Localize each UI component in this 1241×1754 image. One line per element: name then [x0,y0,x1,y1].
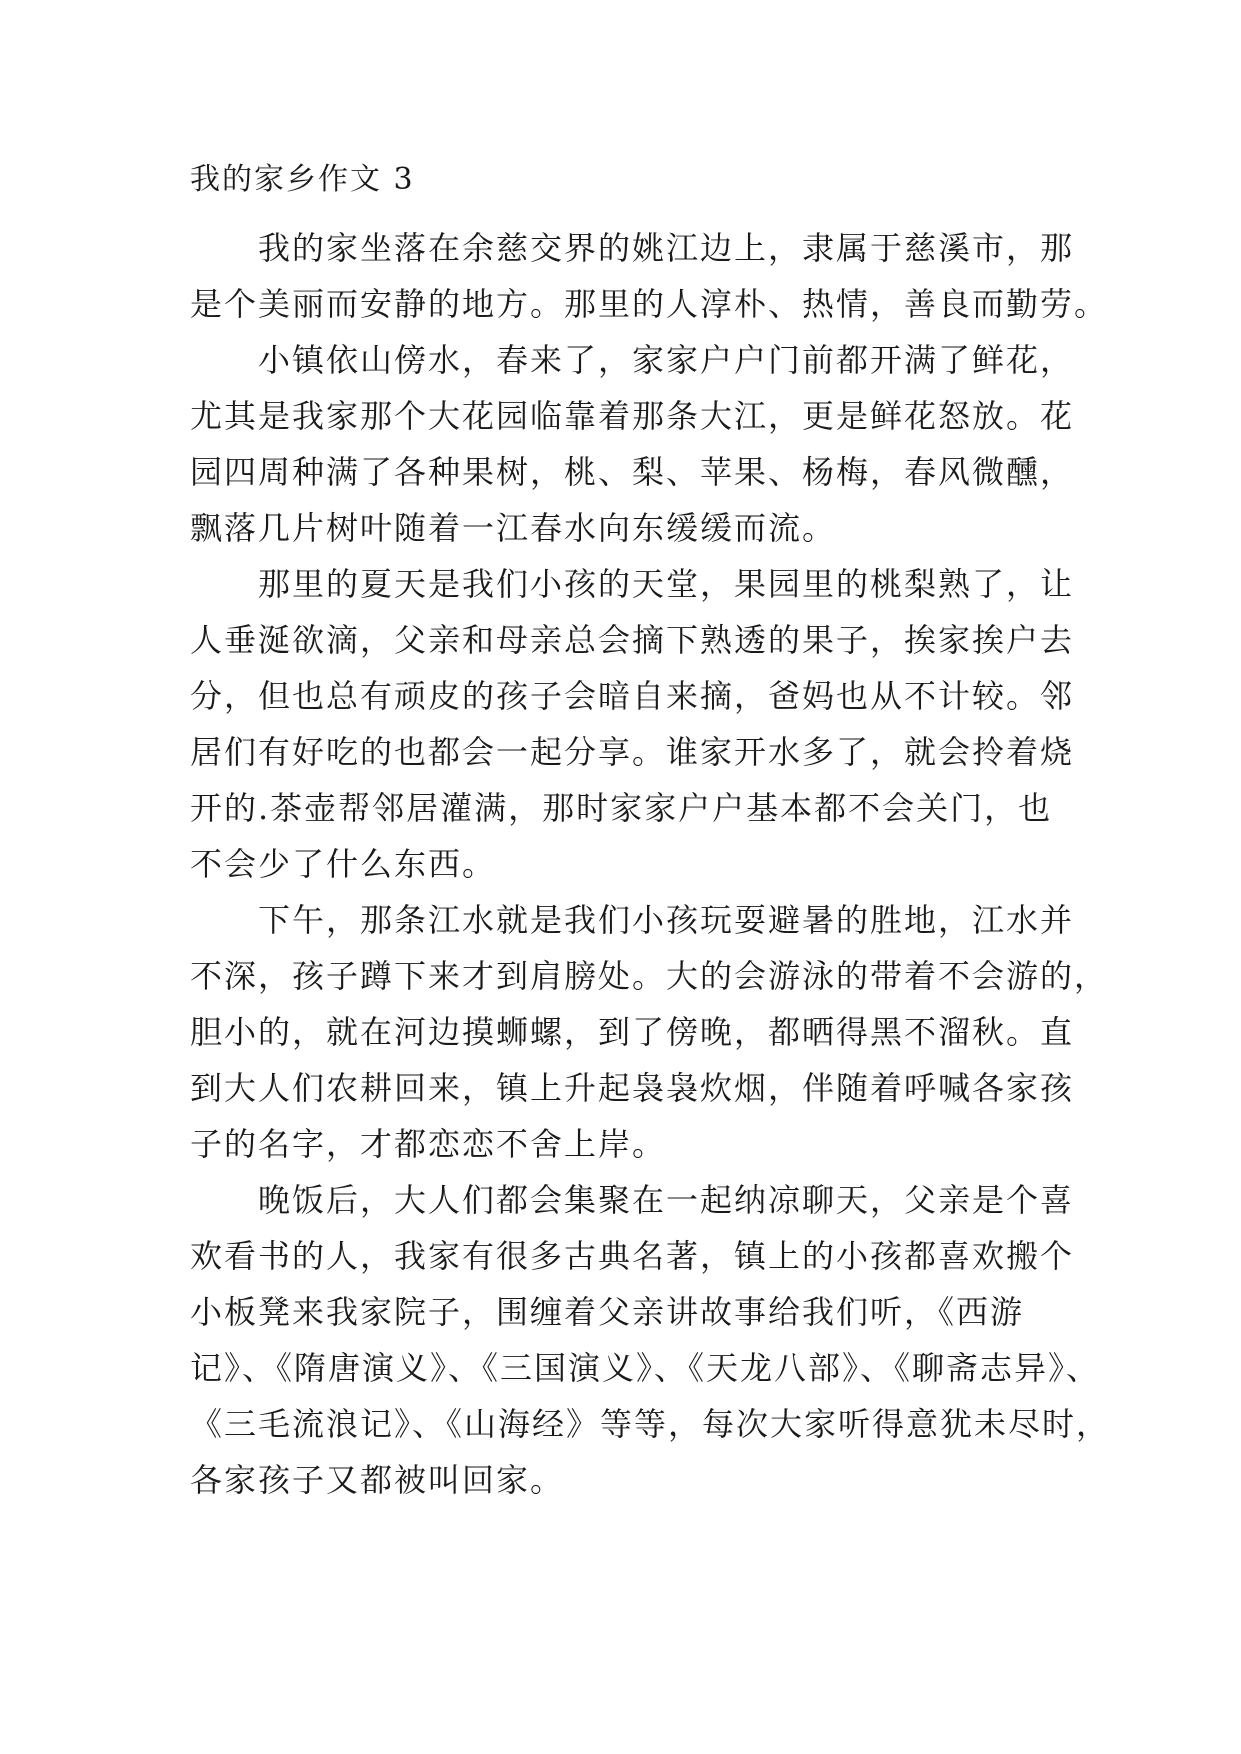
paragraph [190,556,1075,892]
paragraph-line: 小镇依山傍水，春来了，家家户户门前都开满了鲜花， [258,341,1075,379]
paragraph-line: 居们有好吃的也都会一起分享。谁家开水多了，就会拎着烧 [190,733,1075,771]
paragraph-line: 我的家坐落在余慈交界的姚江边上，隶属于慈溪市，那 [258,229,1075,267]
paragraph-line: 下午，那条江水就是我们小孩玩耍避暑的胜地，江水并 [258,901,1075,939]
paragraph-line: 分，但也总有顽皮的孩子会暗自来摘，爸妈也从不计较。邻 [190,677,1075,715]
paragraph-line: 那里的夏天是我们小孩的天堂，果园里的桃梨熟了，让 [258,565,1075,603]
paragraph-line: 各家孩子又都被叫回家。 [190,1461,565,1499]
paragraph-line: 晚饭后，大人们都会集聚在一起纳凉聊天，父亲是个喜 [258,1181,1075,1219]
paragraph-line: 欢看书的人，我家有很多古典名著，镇上的小孩都喜欢搬个 [190,1237,1075,1275]
paragraph-line: 是个美丽而安静的地方。那里的人淳朴、热情，善良而勤劳。 [190,285,1109,323]
paragraph [190,220,1109,332]
paragraph-line: 子的名字，才都恋恋不舍上岸。 [190,1125,667,1163]
paragraph-line: 不深，孩子蹲下来才到肩膀处。大的会游泳的带着不会游的， [190,957,1109,995]
paragraph [190,892,1109,1172]
paragraph-line: 胆小的，就在河边摸蛳螺，到了傍晚，都晒得黑不溜秋。直 [190,1013,1075,1051]
document-body [190,220,1111,1508]
paragraph-line: 小板凳来我家院子，围缠着父亲讲故事给我们听，《西游 [190,1293,1025,1331]
paragraph [190,1172,1111,1508]
paragraph-line: 《三毛流浪记》、《山海经》等等，每次大家听得意犹未尽时， [190,1405,1111,1443]
paragraph-line: 不会少了什么东西。 [190,845,497,883]
paragraph-line: 人垂涎欲滴，父亲和母亲总会摘下熟透的果子，挨家挨户去 [190,621,1075,659]
paragraph-line: 开的.茶壶帮邻居灌满，那时家家户户基本都不会关门，也 [190,789,1053,827]
paragraph-line: 尤其是我家那个大花园临靠着那条大江，更是鲜花怒放。花 [190,397,1075,435]
paragraph-line: 园四周种满了各种果树，桃、梨、苹果、杨梅，春风微醺， [190,453,1075,491]
document-title: 我的家乡作文 3 [190,162,415,197]
paragraph-line: 到大人们农耕回来，镇上升起袅袅炊烟，伴随着呼喊各家孩 [190,1069,1075,1107]
paragraph-line: 飘落几片树叶随着一江春水向东缓缓而流。 [190,509,837,547]
paragraph [190,332,1075,556]
paragraph-line: 记》、《隋唐演义》、《三国演义》、《天龙八部》、《聊斋志异》、 [190,1349,1101,1387]
